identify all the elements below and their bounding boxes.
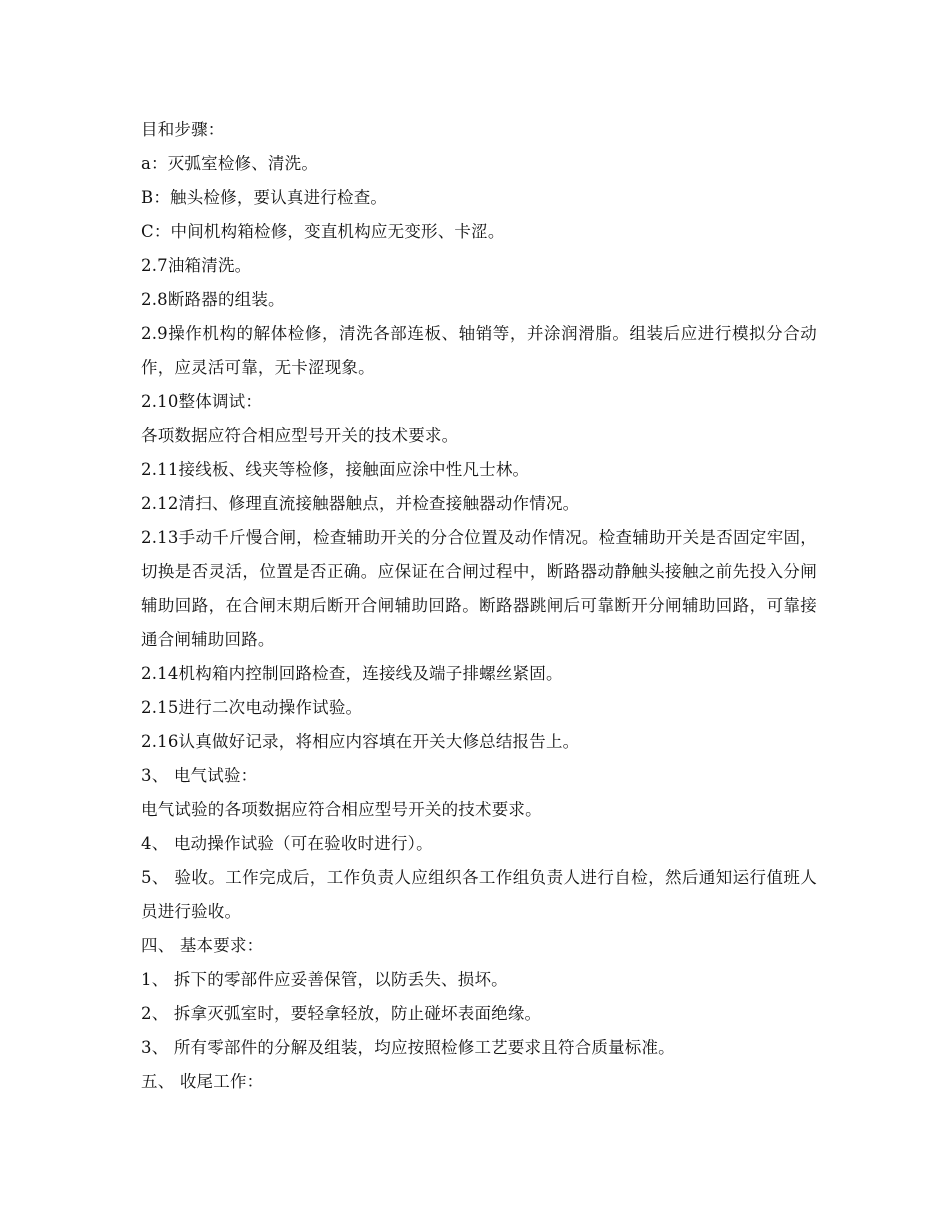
- paragraph: C：中间机构箱检修，变直机构应无变形、卡涩。: [141, 222, 505, 241]
- paragraph: 2.15进行二次电动操作试验。: [141, 698, 363, 717]
- list-item: 1、 拆下的零部件应妥善保管，以防丢失、损坏。: [141, 970, 508, 989]
- chapter-heading: 五、 收尾工作：: [141, 1072, 264, 1091]
- section-heading: 3、 电气试验：: [141, 766, 258, 785]
- document-body: [141, 113, 817, 1099]
- paragraph: 各项数据应符合相应型号开关的技术要求。: [141, 426, 459, 445]
- chapter-heading: 四、 基本要求：: [141, 936, 264, 955]
- paragraph: a：灭弧室检修、清洗。: [141, 154, 319, 173]
- paragraph: 电气试验的各项数据应符合相应型号开关的技术要求。: [141, 800, 542, 819]
- paragraph: 2.11接线板、线夹等检修，接触面应涂中性凡士林。: [141, 460, 530, 479]
- paragraph: 2.10整体调试：: [141, 392, 263, 411]
- paragraph: 2.16认真做好记录，将相应内容填在开关大修总结报告上。: [141, 732, 580, 751]
- list-item: 2、 拆拿灭弧室时，要轻拿轻放，防止碰坏表面绝缘。: [141, 1004, 542, 1023]
- paragraph: 2.14机构箱内控制回路检查，连接线及端子排螺丝紧固。: [141, 664, 563, 683]
- paragraph: 2.8断路器的组装。: [141, 290, 285, 309]
- paragraph: 2.12清扫、修理直流接触器触点，并检查接触器动作情况。: [141, 494, 580, 513]
- paragraph: 2.13手动千斤慢合闸，检查辅助开关的分合位置及动作情况。检查辅助开关是否固定牢固，切换是否灵活，位置是否正确。应保证在合闸过程中，断路器动静触头接触之前先投入分闸辅助回路，在合闸末期后断开合闸辅助回路。断路器跳闸后可靠断开分闸辅助回路，可靠接通合闸辅助回路。: [141, 528, 817, 649]
- paragraph: 2.7油箱清洗。: [141, 256, 252, 275]
- paragraph: B：触头检修，要认真进行检查。: [141, 188, 388, 207]
- list-item: 3、 所有零部件的分解及组装，均应按照检修工艺要求且符合质量标准。: [141, 1038, 675, 1057]
- paragraph: 2.9操作机构的解体检修，清洗各部连板、轴销等，并涂润滑脂。组装后应进行模拟分合动作，应灵活可靠，无卡涩现象。: [141, 324, 817, 377]
- section-heading: 4、 电动操作试验（可在验收时进行）。: [141, 834, 433, 853]
- section-heading: 5、 验收。工作完成后，工作负责人应组织各工作组负责人进行自检，然后通知运行值班人员进行验收。: [141, 868, 817, 921]
- paragraph: 目和步骤：: [141, 120, 225, 139]
